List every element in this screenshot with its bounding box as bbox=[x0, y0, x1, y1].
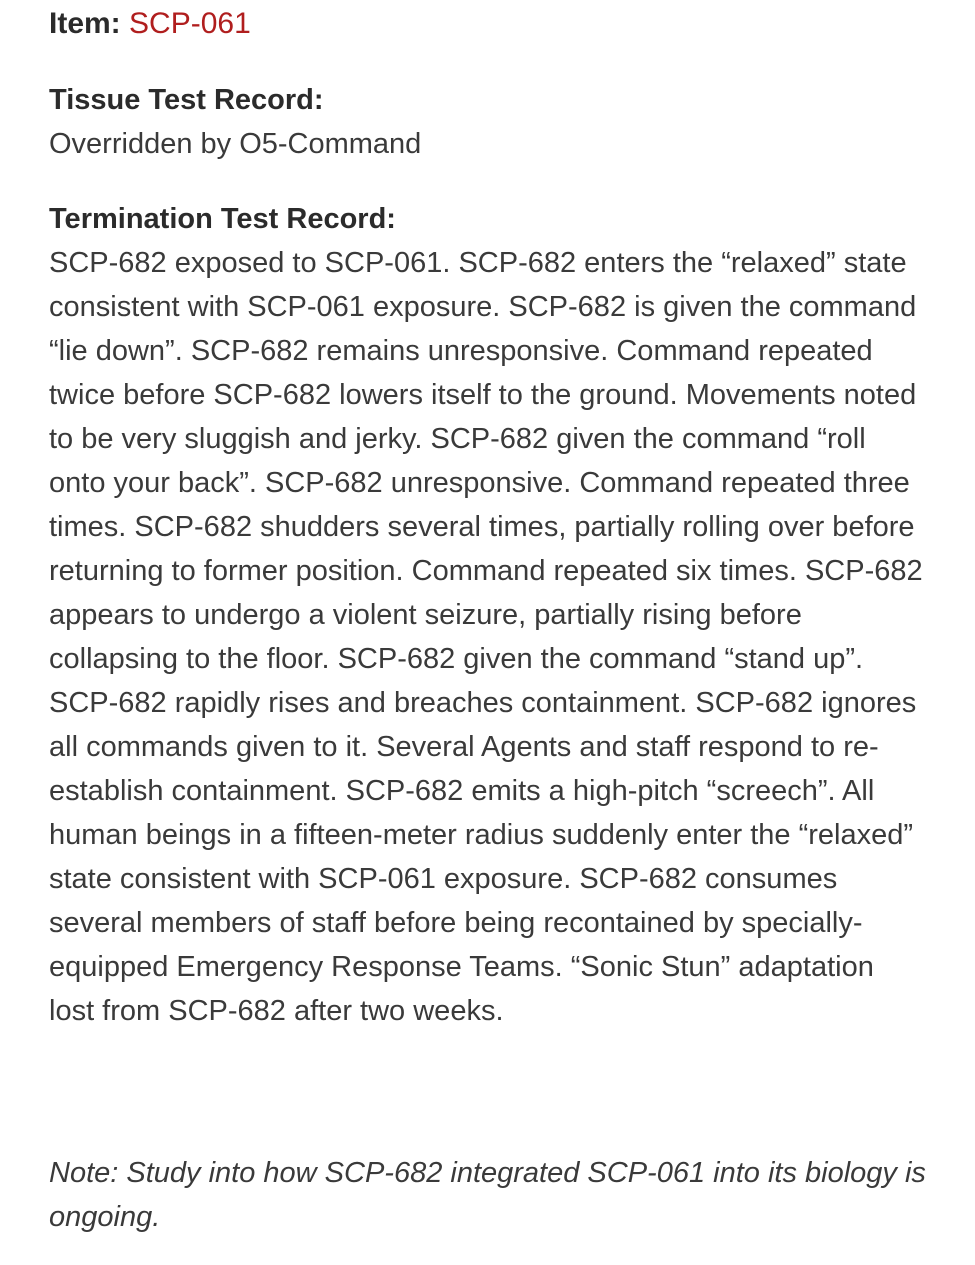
item-label: Item: bbox=[49, 7, 121, 40]
termination-test-text: SCP-682 exposed to SCP-061. SCP-682 enters the “relaxed” state consistent with SCP-061 exposure. SCP-682 is given the command “lie down”. SCP-682 remains unresponsive. Command repeated twice before SCP-682 lowers itself to the ground. Movements noted to be very sluggish and jerky. SCP-682 given the command “roll onto your back”. SCP-682 unresponsive. Command repeated three times. SCP-682 shudders several times, partially rolling over before returning to former position. Command repeated six times. SCP-682 appears to undergo a violent seizure, partially rising before collapsing to the floor. SCP-682 given the command “stand up”. SCP-682 rapidly rises and breaches containment. SCP-682 ignores all commands given to it. Several Agents and staff respond to re-establish containment. SCP-682 emits a high-pitch “screech”. All human beings in a fifteen-meter radius suddenly enter the “relaxed” state consistent with SCP-061 exposure. SCP-682 consumes several members of staff before being recontained by specially-equipped Emergency Response Teams. “Sonic Stun” adaptation lost from SCP-682 after two weeks. bbox=[49, 247, 923, 1027]
tissue-test-text: Overridden by O5-Command bbox=[49, 128, 422, 160]
tissue-test-section bbox=[49, 78, 927, 166]
termination-test-heading: Termination Test Record: bbox=[49, 203, 396, 235]
tissue-test-heading: Tissue Test Record: bbox=[49, 84, 324, 116]
item-line bbox=[49, 4, 251, 44]
research-note: Note: Study into how SCP-682 integrated SCP-061 into its biology is ongoing. bbox=[49, 1157, 926, 1233]
item-link-scp-061[interactable]: SCP-061 bbox=[129, 7, 251, 40]
termination-test-section bbox=[49, 197, 927, 1033]
